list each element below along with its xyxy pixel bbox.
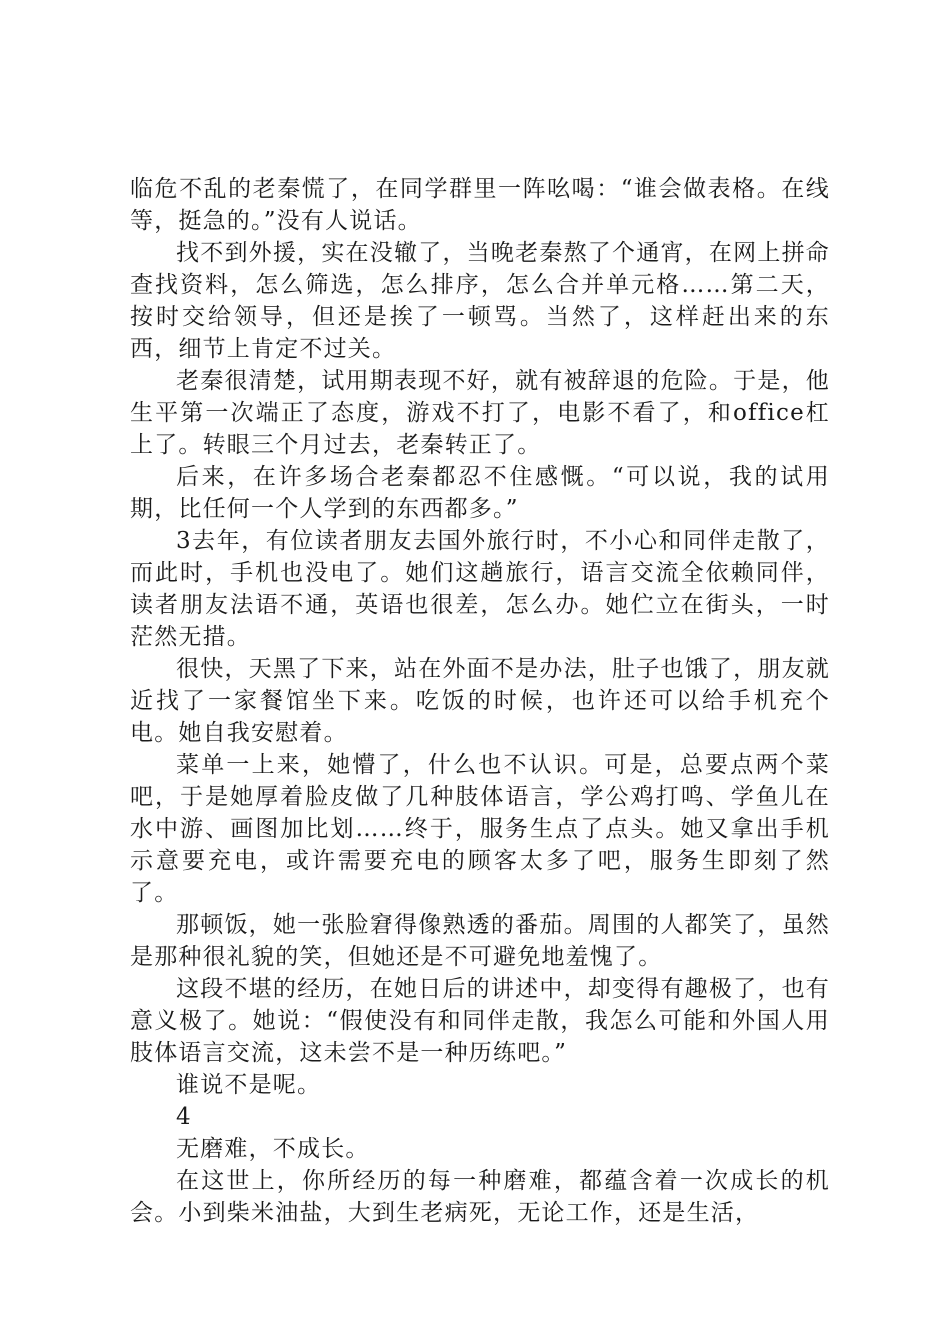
paragraph: 老秦很清楚，试用期表现不好，就有被辞退的危险。于是，他生平第一次端正了态度，游戏不打了，电影不看了，和office杠上了。转眼三个月过去，老秦转正了。 <box>130 368 830 458</box>
paragraph: 很快，天黑了下来，站在外面不是办法，肚子也饿了，朋友就近找了一家餐馆坐下来。吃饭的时候，也许还可以给手机充个电。她自我安慰着。 <box>130 656 830 746</box>
section-number: 4 <box>176 1104 192 1130</box>
paragraph: 3去年，有位读者朋友去国外旅行时，不小心和同伴走散了，而此时，手机也没电了。她们这趟旅行，语言交流全依赖同伴，读者朋友法语不通，英语也很差，怎么办。她伫立在街头，一时茫然无措。 <box>130 528 830 650</box>
paragraph: 那顿饭，她一张脸窘得像熟透的番茄。周围的人都笑了，虽然是那种很礼貌的笑，但她还是不可避免地羞愧了。 <box>130 912 830 970</box>
paragraph: 这段不堪的经历，在她日后的讲述中，却变得有趣极了，也有意义极了。她说：“假使没有和同伴走散，我怎么可能和外国人用肢体语言交流，这未尝不是一种历练吧。” <box>130 976 830 1066</box>
document-body <box>130 173 830 1229</box>
paragraph: 无磨难，不成长。 <box>176 1136 370 1162</box>
paragraph: 谁说不是呢。 <box>176 1072 322 1098</box>
paragraph: 临危不乱的老秦慌了，在同学群里一阵吆喝：“谁会做表格。在线等，挺急的。”没有人说话。 <box>130 176 830 234</box>
paragraph: 菜单一上来，她懵了，什么也不认识。可是，总要点两个菜吧，于是她厚着脸皮做了几种肢体语言，学公鸡打鸣、学鱼儿在水中游、画图加比划……终于，服务生点了点头。她又拿出手机示意要充电，或许需要充电的顾客太多了吧，服务生即刻了然了。 <box>130 752 830 906</box>
paragraph: 找不到外援，实在没辙了，当晚老秦熬了个通宵，在网上拼命查找资料，怎么筛选，怎么排序，怎么合并单元格……第二天，按时交给领导，但还是挨了一顿骂。当然了，这样赶出来的东西，细节上肯定不过关。 <box>130 240 830 362</box>
paragraph: 在这世上，你所经历的每一种磨难，都蕴含着一次成长的机会。小到柴米油盐，大到生老病死，无论工作，还是生活， <box>130 1168 830 1226</box>
paragraph: 后来，在许多场合老秦都忍不住感慨。“可以说，我的试用期，比任何一个人学到的东西都多。” <box>130 464 830 522</box>
